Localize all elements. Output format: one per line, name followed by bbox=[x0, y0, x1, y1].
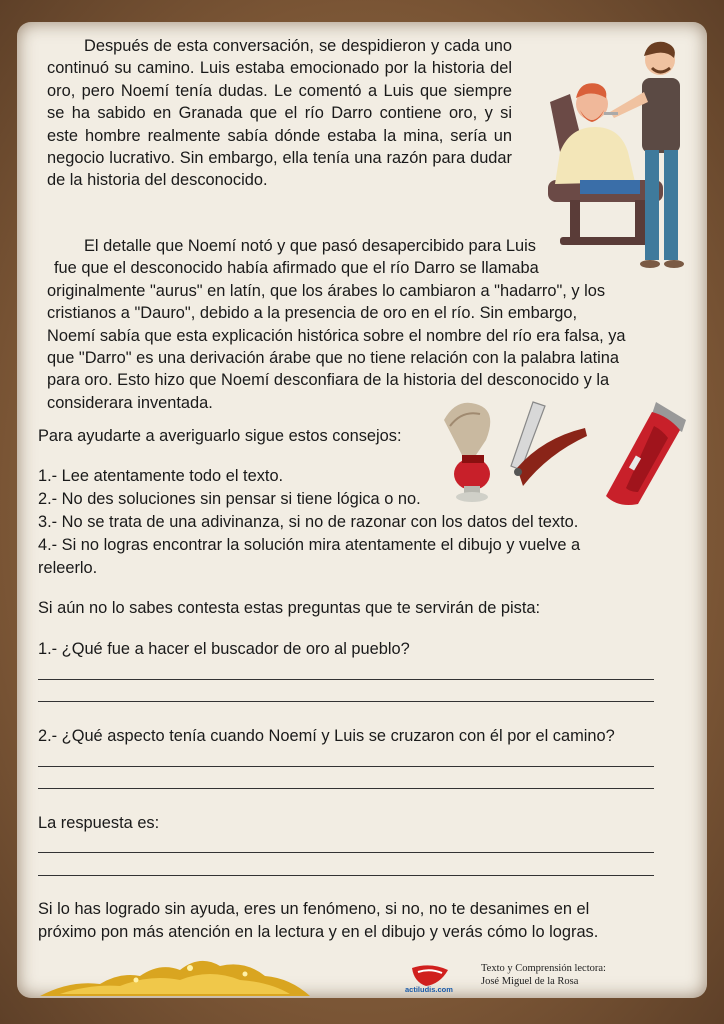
closing-line: próximo pon más atención en la lectura y en el dibujo y verás cómo lo logras. bbox=[38, 923, 599, 941]
tip-item: 2.- No des soluciones sin pensar si tiene lógica o no. bbox=[38, 490, 421, 508]
paragraph-2-line: cristianos a "Dauro", debido a la presencia de oro en el río. Sin embargo, bbox=[47, 304, 578, 323]
answer-line[interactable] bbox=[38, 679, 654, 680]
logo-text: actiludis.com bbox=[405, 985, 453, 994]
closing-line: Si lo has logrado sin ayuda, eres un fenómeno, si no, no te desanimes en el bbox=[38, 900, 590, 918]
tip-item-continuation: releerlo. bbox=[38, 559, 98, 577]
shaving-brush-icon bbox=[436, 400, 506, 505]
credit-line: Texto y Comprensión lectora: bbox=[481, 963, 606, 974]
question-2: 2.- ¿Qué aspecto tenía cuando Noemí y Luis se cruzaron con él por el camino? bbox=[38, 727, 615, 745]
tip-item: 4.- Si no logras encontrar la solución mira atentamente el dibujo y vuelve a bbox=[38, 536, 581, 554]
tip-item: 1.- Lee atentamente todo el texto. bbox=[38, 467, 284, 485]
paragraph-2-line: Noemí sabía que esta explicación histórica sobre el nombre del río era falsa, ya bbox=[47, 326, 626, 345]
answer-line[interactable] bbox=[38, 875, 654, 876]
credit-line: José Miguel de la Rosa bbox=[481, 976, 579, 987]
gold-pile-decoration bbox=[40, 950, 310, 998]
paragraph-2-line: fue que el desconocido había afirmado que el río Darro se llamaba bbox=[54, 259, 539, 278]
story-paragraph-1: Después de esta conversación, se despidieron y cada uno continuó su camino. Luis estaba emocionado por la historia del oro, pero Noemí tenía dudas. Le comentó a Luis que siempre se ha sabido en Granada que el río Darro contiene oro, y si este hombre realmente sabía dónde estaba la mina, sería un negocio lucrativo. Sin embargo, ella tenía una razón para dudar de la historia del desconocido. bbox=[47, 37, 512, 190]
answer-line[interactable] bbox=[38, 788, 654, 789]
answer-label: La respuesta es: bbox=[38, 814, 160, 832]
question-1: 1.- ¿Qué fue a hacer el buscador de oro al pueblo? bbox=[38, 640, 410, 658]
questions-intro: Si aún no lo sabes contesta estas preguntas que te servirán de pista: bbox=[38, 599, 541, 617]
paragraph-2-line: para oro. Esto hizo que Noemí desconfiara de la historia del desconocido y la bbox=[47, 371, 610, 390]
story-paragraph-2 bbox=[47, 235, 667, 414]
answer-line[interactable] bbox=[38, 766, 654, 767]
hair-clipper-icon bbox=[598, 396, 690, 511]
paragraph-2-line: que "Darro" es una derivación árabe que no tiene relación con la palabra latina bbox=[47, 349, 620, 368]
author-credit bbox=[481, 962, 606, 988]
answer-line[interactable] bbox=[38, 852, 654, 853]
paragraph-2-line: considerara inventada. bbox=[47, 393, 213, 412]
tip-item: 3.- No se trata de una adivinanza, si no de razonar con los datos del texto. bbox=[38, 513, 579, 531]
straight-razor-icon bbox=[503, 398, 588, 498]
tips-intro: Para ayudarte a averiguarlo sigue estos consejos: bbox=[38, 427, 402, 445]
paragraph-2-line: El detalle que Noemí notó y que pasó desapercibido para Luis bbox=[84, 237, 536, 255]
answer-line[interactable] bbox=[38, 701, 654, 702]
paragraph-2-line: originalmente "aurus" en latín, que los árabes lo cambiaron a "hadarro", y los bbox=[47, 281, 606, 300]
